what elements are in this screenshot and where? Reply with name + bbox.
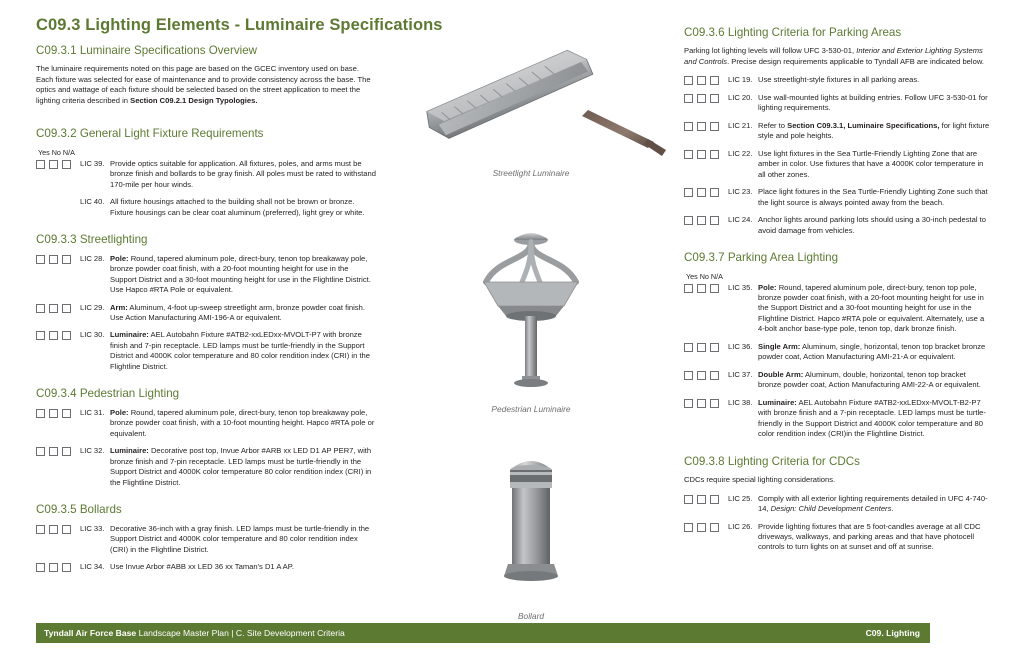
requirement-text: Refer to Section C09.3.1, Luminaire Specifications, for light fixture style and pole heights.: [758, 120, 990, 141]
checkbox-yes[interactable]: [684, 523, 693, 532]
checkbox-no[interactable]: [697, 122, 706, 131]
figure-pedestrian-luminaire: [386, 220, 676, 414]
requirement-lead: Luminaire:: [758, 397, 797, 407]
section-heading-streetlighting: C09.3.3 Streetlighting: [36, 233, 148, 247]
requirement-italic-title: Design: Child Development Centers: [770, 504, 892, 514]
requirement-id: LIC 19.: [728, 75, 753, 85]
requirement-lead: Luminaire:: [110, 330, 149, 340]
figure-caption: Streetlight Luminaire: [492, 168, 570, 178]
checkbox-group[interactable]: [36, 303, 80, 313]
checkbox-group[interactable]: [684, 93, 728, 103]
section-heading-general-fixture: C09.3.2 General Light Fixture Requirements: [36, 127, 264, 141]
checkbox-yes[interactable]: [684, 150, 693, 159]
requirement-text: [758, 283, 990, 335]
checkbox-no[interactable]: [697, 94, 706, 103]
checkbox-yes[interactable]: [36, 447, 45, 456]
requirement-lic-20: [684, 93, 990, 114]
checkbox-yes[interactable]: [684, 216, 693, 225]
requirement-text: [758, 370, 990, 391]
requirement-text: [110, 408, 376, 439]
checkbox-yes[interactable]: [36, 525, 45, 534]
checkbox-yes[interactable]: [684, 343, 693, 352]
checkbox-legend-parking: Yes No N/A: [686, 271, 723, 281]
requirement-lic-21: [684, 121, 990, 142]
requirement-id: LIC 35.: [728, 282, 753, 292]
right-column: [684, 26, 990, 560]
requirement-body: Aluminum, double, horizontal, tenon top bracket bronze powder coat, Action Manufacturing AMI-22-A or equivalent.: [758, 369, 981, 390]
footer-right: [866, 623, 988, 643]
parking-criteria-body: [684, 46, 990, 67]
checkbox-na[interactable]: [710, 76, 719, 85]
checkbox-no[interactable]: [49, 304, 58, 313]
requirement-lic-37: [684, 370, 990, 391]
requirement-text: Place light fixtures in the Sea Turtle-Friendly Lighting Zone such that the light source is always pointed away from the beach.: [758, 187, 988, 207]
checkbox-no[interactable]: [49, 525, 58, 534]
footer-left: [36, 628, 345, 638]
checkbox-no[interactable]: [49, 447, 58, 456]
checkbox-na[interactable]: [62, 409, 71, 418]
requirement-lead: Pole:: [758, 282, 777, 292]
checkbox-no[interactable]: [49, 563, 58, 572]
requirement-text: Provide lighting fixtures that are 5 foot-candles average at all CDC driveways, walkways, and parking areas and that have photocell controls to turn lights on at sunset and off at sunrise.: [758, 521, 981, 552]
section-heading-parking-area-lighting: C09.3.7 Parking Area Lighting: [684, 251, 839, 265]
checkbox-yes[interactable]: [36, 409, 45, 418]
checkbox-group[interactable]: [36, 159, 80, 169]
requirement-lic-29: [36, 303, 376, 324]
checkbox-no[interactable]: [49, 160, 58, 169]
requirement-lic-36: [684, 342, 990, 363]
checkbox-group[interactable]: [684, 121, 728, 131]
checkbox-yes[interactable]: [684, 188, 693, 197]
requirement-text: Use streetlight-style fixtures in all parking areas.: [758, 75, 920, 85]
checkbox-group[interactable]: [36, 408, 80, 418]
requirement-lead: Luminaire:: [110, 446, 149, 456]
body-post: . Precise design requirements applicable to Tyndall AFB are indicated below.: [727, 56, 984, 66]
checkbox-group[interactable]: [684, 149, 728, 159]
checkbox-na[interactable]: [710, 371, 719, 380]
requirement-text: [758, 342, 990, 363]
checkbox-group[interactable]: [36, 330, 80, 340]
streetlight-luminaire-graphic: [386, 44, 676, 159]
requirement-lic-39: [36, 159, 376, 190]
checkbox-no[interactable]: [697, 495, 706, 504]
pedestrian-luminaire-image: [386, 220, 676, 400]
requirement-lead: Single Arm:: [758, 341, 801, 351]
checkbox-yes[interactable]: [684, 284, 693, 293]
checkbox-group[interactable]: [684, 398, 728, 408]
checkbox-group[interactable]: [684, 283, 728, 293]
checkbox-no[interactable]: [697, 371, 706, 380]
requirement-body: Aluminum, single, horizontal, tenon top bracket bronze powder coat, Action Manufacturing AMI-21-A or equivalent.: [758, 341, 986, 362]
requirement-text: [110, 254, 376, 296]
requirement-lead: Double Arm:: [758, 369, 804, 379]
requirement-lic-23: [684, 187, 990, 208]
checkbox-na[interactable]: [710, 343, 719, 352]
figure-streetlight-luminaire: [386, 44, 676, 178]
requirement-id: LIC 25.: [728, 493, 753, 503]
checkbox-group-empty: [36, 197, 80, 207]
requirement-text: [758, 398, 990, 440]
requirement-body: Round, tapered aluminum pole, direct-bury, tenon top breakaway pole, bronze powder coat finish, with a 10-foot mounting height. Hapco #RTA pole or equivalent.: [110, 407, 375, 438]
requirement-text: [110, 330, 376, 372]
checkbox-yes[interactable]: [36, 255, 45, 264]
requirement-lic-38: [684, 398, 990, 440]
checkbox-group[interactable]: [36, 254, 80, 264]
requirement-text: Provide optics suitable for application. All fixtures, poles, and arms must be bronze finish and bollards to be gray finish. All poles must be rated to withstand 170-mile per hour winds.: [110, 158, 376, 189]
requirement-id: LIC 24.: [728, 215, 753, 225]
checkbox-no[interactable]: [697, 76, 706, 85]
figure-column: [386, 44, 676, 621]
bollard-graphic: [386, 442, 676, 602]
requirement-lic-35: [684, 283, 990, 335]
checkbox-na[interactable]: [710, 523, 719, 532]
checkbox-na[interactable]: [710, 188, 719, 197]
checkbox-na[interactable]: [62, 255, 71, 264]
checkbox-no[interactable]: [49, 409, 58, 418]
checkbox-yes[interactable]: [684, 122, 693, 131]
checkbox-yes[interactable]: [36, 331, 45, 340]
section-heading-bollards: C09.3.5 Bollards: [36, 503, 122, 517]
pedestrian-luminaire-graphic: [386, 220, 676, 395]
checkbox-yes[interactable]: [36, 160, 45, 169]
overview-body: The luminaire requirements noted on this page are based on the GCEC inventory used on base. Each fixture was selected for ease of maintenance and to provide consistency across the base. The optics and wattage of each fixture should be selected based on the street application to meet the lighting criteria described in Section C09.2.1 Design Typologies.: [36, 64, 371, 105]
requirement-id: LIC 29.: [80, 302, 105, 312]
requirement-body: Round, tapered aluminum pole, direct-bury, tenon top pole, bronze powder coat finish, with a 20-foot mounting height for use in the Support District and a 30-foot mounting height for use in the Flightline District. Hapco #RTA pole or equivalent. Alternately, use a 4-bolt anchor base-type pole, tenon top, dark bronze finish.: [758, 282, 985, 334]
checkbox-yes[interactable]: [36, 563, 45, 572]
requirement-text: Use light fixtures in the Sea Turtle-Friendly Lighting Zone that are amber in color. Use fixtures that have a 4000K color temperature in all other zones.: [758, 148, 984, 179]
page-title: C09.3 Lighting Elements - Luminaire Specifications: [36, 16, 443, 34]
checkbox-na[interactable]: [62, 304, 71, 313]
requirement-id: LIC 30.: [80, 330, 105, 340]
checkbox-no[interactable]: [697, 523, 706, 532]
checkbox-na[interactable]: [62, 160, 71, 169]
requirement-id: LIC 40.: [80, 197, 105, 207]
checkbox-group[interactable]: [36, 562, 80, 572]
checkbox-na[interactable]: [62, 447, 71, 456]
checkbox-no[interactable]: [49, 331, 58, 340]
checkbox-yes[interactable]: [684, 371, 693, 380]
checkbox-no[interactable]: [697, 216, 706, 225]
checkbox-group[interactable]: [684, 187, 728, 197]
checkbox-group[interactable]: [684, 342, 728, 352]
requirement-lic-22: [684, 149, 990, 180]
requirement-id: LIC 26.: [728, 521, 753, 531]
requirement-lic-34: [36, 562, 376, 572]
checkbox-no[interactable]: [697, 343, 706, 352]
checkbox-na[interactable]: [710, 122, 719, 131]
section-heading-overview: C09.3.1 Luminaire Specifications Overview: [36, 44, 258, 57]
checkbox-yes[interactable]: [684, 76, 693, 85]
requirement-id: LIC 23.: [728, 187, 753, 197]
checkbox-na[interactable]: [710, 495, 719, 504]
checkbox-no[interactable]: [697, 150, 706, 159]
checkbox-group[interactable]: [36, 524, 80, 534]
footer-chapter: C09. Lighting: [865, 628, 920, 638]
checkbox-na[interactable]: [62, 563, 71, 572]
checkbox-no[interactable]: [49, 255, 58, 264]
footer-page-container: [930, 623, 988, 643]
checkbox-legend-general: Yes No N/A: [38, 147, 75, 157]
checkbox-na[interactable]: [710, 399, 719, 408]
checkbox-no[interactable]: [697, 399, 706, 408]
requirement-id: LIC 20.: [728, 92, 753, 102]
section-heading-parking-criteria: C09.3.6 Lighting Criteria for Parking Areas: [684, 26, 902, 39]
requirement-lic-33: [36, 524, 376, 555]
requirement-reference: Section C09.3.1, Luminaire Specifications,: [787, 120, 940, 130]
requirement-lic-19: [684, 75, 990, 85]
checkbox-no[interactable]: [697, 284, 706, 293]
checkbox-na[interactable]: [62, 525, 71, 534]
requirement-text: Decorative 36-inch with a gray finish. LED lamps must be turtle-friendly in the Support District and 4000K color temperature and 80 color rendition index (CRI) in the Flightline District.: [110, 523, 370, 554]
figure-caption: Bollard: [517, 611, 545, 621]
requirement-id: LIC 22.: [728, 148, 753, 158]
cdc-body: CDCs require special lighting considerations.: [684, 475, 836, 485]
checkbox-group[interactable]: [684, 75, 728, 85]
checkbox-group[interactable]: [684, 215, 728, 225]
requirement-id: LIC 28.: [80, 253, 105, 263]
checkbox-yes[interactable]: [684, 495, 693, 504]
overview-body-reference: Section C09.2.1 Design Typologies.: [130, 95, 258, 105]
requirement-text: All fixture housings attached to the building shall not be brown or bronze. Fixture housings can be clear coat aluminum (preferred), light grey or white.: [110, 197, 365, 217]
requirement-text: Anchor lights around parking lots should using a 30-inch pedestal to avoid damage from vehicles.: [758, 215, 986, 235]
figure-bollard: [386, 442, 676, 621]
checkbox-no[interactable]: [697, 188, 706, 197]
requirement-lic-26: [684, 522, 990, 553]
body-pre: Parking lot lighting levels will follow UFC 3-530-01,: [684, 46, 857, 56]
requirement-text: [110, 446, 376, 488]
requirement-id: LIC 38.: [728, 397, 753, 407]
requirement-lic-24: [684, 215, 990, 236]
requirement-lic-40: [36, 197, 376, 218]
requirement-text: [110, 303, 376, 324]
requirement-lic-30: [36, 330, 376, 372]
requirement-lead: Pole:: [110, 407, 129, 417]
requirement-lead: Arm:: [110, 302, 128, 312]
requirement-text: Use Invue Arbor #ABB xx LED 36 xx Taman's D1 A AP.: [110, 562, 294, 572]
footer-plan-name: Landscape Master Plan | C. Site Development Criteria: [136, 628, 345, 638]
page-footer: [36, 623, 988, 643]
bollard-image: [386, 442, 676, 607]
left-column: [36, 44, 376, 579]
section-heading-pedestrian: C09.3.4 Pedestrian Lighting: [36, 387, 180, 401]
checkbox-na[interactable]: [710, 94, 719, 103]
checkbox-group[interactable]: [36, 446, 80, 456]
requirement-id: LIC 34.: [80, 562, 105, 572]
checkbox-yes[interactable]: [36, 304, 45, 313]
requirement-body: Aluminum, 4-foot up-sweep streetlight arm, bronze powder coat finish. Use Action Manufacturing AMI-196-A or equivalent.: [110, 302, 365, 323]
requirement-id: LIC 21.: [728, 120, 753, 130]
checkbox-yes[interactable]: [684, 399, 693, 408]
checkbox-na[interactable]: [710, 216, 719, 225]
checkbox-na[interactable]: [710, 284, 719, 293]
requirement-body: AEL Autobahn Fixture #ATB2-xxLEDxx-MVOLT-P7 with bronze finish and 7-pin receptacle. LED lamps must be turtle-friendly in the Support District and 4000K color temperature and 80 color rendition index (CRI) in the Flightline District.: [110, 330, 371, 371]
body-italic-title: Interior and Exterior Lighting Systems and Controls: [684, 46, 983, 66]
requirement-body: AEL Autobahn Fixture #ATB2-xxLEDxx-MVOLT-B2-P7 with bronze finish and a 7-pin receptacle. LED lamps must be turtle-friendly in the Support District and 4000K color temperature and 80 color rendition index (CRI)in the Flightline District.: [758, 397, 986, 439]
checkbox-na[interactable]: [710, 150, 719, 159]
checkbox-group[interactable]: [684, 522, 728, 532]
requirement-text: Use wall-mounted lights at building entries. Follow UFC 3-530-01 for lighting requirements.: [758, 92, 988, 113]
requirement-body: Round, tapered aluminum pole, direct-bury, tenon top breakaway pole, bronze powder coat finish, with a 20-foot mounting height for use in the Support District and a 30-foot mounting height for use in the Flightline District. Use Hapco #RTA Pole or equivalent.: [110, 253, 371, 295]
checkbox-na[interactable]: [62, 331, 71, 340]
streetlight-luminaire-image: [386, 44, 676, 164]
requirement-lic-25: [684, 494, 990, 515]
requirement-lic-31: [36, 408, 376, 439]
footer-base-name: Tyndall Air Force Base: [44, 628, 137, 638]
requirement-id: LIC 33.: [80, 523, 105, 533]
requirement-id: LIC 32.: [80, 446, 105, 456]
footer-page-number: C09-3: [947, 628, 971, 638]
figure-caption: Pedestrian Luminaire: [491, 404, 571, 414]
requirement-lic-32: [36, 446, 376, 488]
checkbox-group[interactable]: [684, 494, 728, 504]
requirement-id: LIC 36.: [728, 341, 753, 351]
requirement-lead: Pole:: [110, 253, 129, 263]
requirement-text: Comply with all exterior lighting requirements detailed in UFC 4-740-14, Design: Child Development Centers.: [758, 493, 988, 514]
section-heading-cdc-criteria: C09.3.8 Lighting Criteria for CDCs: [684, 454, 860, 468]
requirement-id: LIC 37.: [728, 369, 753, 379]
requirement-lic-28: [36, 254, 376, 296]
checkbox-yes[interactable]: [684, 94, 693, 103]
checkbox-group[interactable]: [684, 370, 728, 380]
requirement-body: Decorative post top, Invue Arbor #ARB xx LED D1 AP PER7, with bronze finish and 7-pin receptacle. LED lamps must be turtle-friendly in the Support District and 4000K color temperature 80 color rendition index (CRI) in the Flightline District.: [110, 446, 372, 487]
requirement-id: LIC 39.: [80, 158, 105, 168]
requirement-id: LIC 31.: [80, 407, 105, 417]
